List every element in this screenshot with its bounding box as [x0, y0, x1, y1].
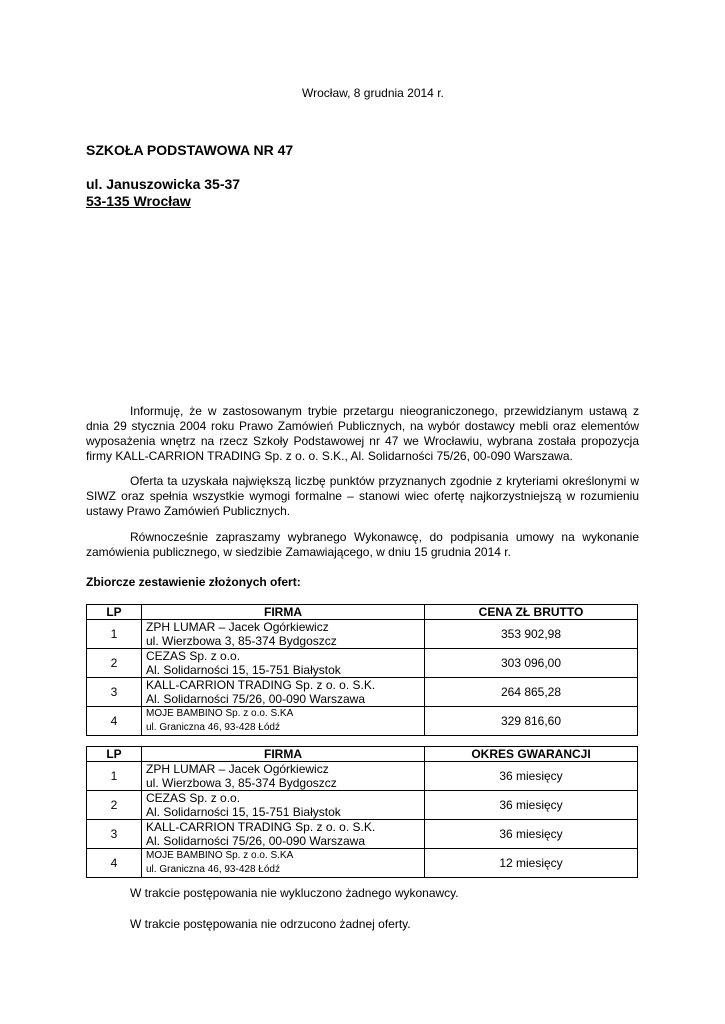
column-header-warranty: OKRES GWARANCJI [425, 747, 638, 762]
price-value: 264 865,28 [425, 678, 638, 707]
firm-address: Al. Solidarności 75/26, 00-090 Warszawa [146, 692, 365, 706]
table-header-row [87, 747, 638, 762]
firm-cell [142, 791, 425, 820]
firm-address: ul. Graniczna 46, 93-428 Łódź [146, 864, 280, 875]
column-header-price: CENA ZŁ BRUTTO [425, 605, 638, 620]
firm-cell [142, 820, 425, 849]
firm-address: ul. Wierzbowa 3, 85-374 Bydgoszcz [146, 634, 337, 648]
paragraph-invitation: Równocześnie zapraszamy wybranego Wykonawcę, do podpisania umowy na wykonanie zamówienia publicznego, w siedzibie Zamawiającego, w dniu 15 grudnia 2014 r. [86, 530, 639, 559]
note-no-exclusions: W trakcie postępowania nie wykluczono żadnego wykonawcy. [130, 886, 459, 900]
row-number: 1 [87, 620, 142, 649]
firm-address: ul. Wierzbowa 3, 85-374 Bydgoszcz [146, 776, 337, 790]
paragraph-decision: Informuję, że w zastosowanym trybie przetargu nieograniczonego, przewidzianym ustawą z dnia 29 stycznia 2004 roku Prawo Zamówień Publicznych, na wybór dostawcy mebli oraz elementów wyposażenia wnętrz na rzecz Szkoły Podstawowej nr 47 we Wrocławiu, wybrana została propozycja firmy KALL-CARRION TRADING Sp. z o. o. S.K., Al. Solidarności 75/26, 00-090 Warszawa. [86, 404, 639, 463]
recipient-name: SZKOŁA PODSTAWOWA NR 47 [86, 142, 294, 158]
firm-name: CEZAS Sp. z o.o. [146, 791, 241, 805]
firm-cell [142, 678, 425, 707]
column-header-lp: LP [87, 747, 142, 762]
column-header-lp: LP [87, 605, 142, 620]
firm-cell [142, 620, 425, 649]
row-number: 4 [87, 707, 142, 736]
firm-address: Al. Solidarności 15, 15-751 Białystok [146, 663, 341, 677]
table-row [87, 649, 638, 678]
price-value: 303 096,00 [425, 649, 638, 678]
firm-address: Al. Solidarności 75/26, 00-090 Warszawa [146, 834, 365, 848]
firm-address: Al. Solidarności 15, 15-751 Białystok [146, 805, 341, 819]
table-row [87, 849, 638, 878]
firm-cell [142, 762, 425, 791]
price-value: 329 816,60 [425, 707, 638, 736]
row-number: 3 [87, 678, 142, 707]
table-row [87, 762, 638, 791]
summary-heading: Zbiorcze zestawienie złożonych ofert: [86, 575, 301, 589]
row-number: 4 [87, 849, 142, 878]
firm-name: KALL-CARRION TRADING Sp. z o. o. S.K. [146, 678, 376, 692]
firm-name: MOJE BAMBINO Sp. z o.o. S.KA [146, 850, 294, 861]
paragraph-justification: Oferta ta uzyskała największą liczbę punktów przyznanych zgodnie z kryteriami określonymi w SIWZ oraz spełnia wszystkie wymogi formalne – stanowi wiec ofertę najkorzystniejszą w rozumieniu ustawy Prawo Zamówień Publicznych. [86, 474, 639, 518]
column-header-firm: FIRMA [142, 605, 425, 620]
firm-name: ZPH LUMAR – Jacek Ogórkiewicz [146, 620, 329, 634]
firm-cell [142, 849, 425, 878]
firm-name: MOJE BAMBINO Sp. z o.o. S.KA [146, 708, 294, 719]
table-row [87, 791, 638, 820]
warranty-value: 36 miesięcy [425, 820, 638, 849]
table-header-row [87, 605, 638, 620]
note-no-rejections: W trakcie postępowania nie odrzucono żadnej oferty. [130, 917, 411, 931]
table-row [87, 678, 638, 707]
firm-address: ul. Graniczna 46, 93-428 Łódź [146, 722, 280, 733]
column-header-firm: FIRMA [142, 747, 425, 762]
warranty-value: 36 miesięcy [425, 762, 638, 791]
price-table [86, 604, 638, 736]
firm-name: KALL-CARRION TRADING Sp. z o. o. S.K. [146, 820, 376, 834]
warranty-value: 12 miesięcy [425, 849, 638, 878]
row-number: 3 [87, 820, 142, 849]
table-row [87, 707, 638, 736]
price-value: 353 902,98 [425, 620, 638, 649]
firm-cell [142, 649, 425, 678]
firm-name: CEZAS Sp. z o.o. [146, 649, 241, 663]
recipient-street: ul. Januszowicka 35-37 [86, 176, 241, 192]
row-number: 2 [87, 791, 142, 820]
warranty-table [86, 746, 638, 878]
recipient-city: 53-135 Wrocław [86, 193, 191, 209]
row-number: 2 [87, 649, 142, 678]
warranty-value: 36 miesięcy [425, 791, 638, 820]
row-number: 1 [87, 762, 142, 791]
table-row [87, 820, 638, 849]
table-row [87, 620, 638, 649]
document-date: Wrocław, 8 grudnia 2014 r. [302, 86, 444, 100]
firm-cell [142, 707, 425, 736]
firm-name: ZPH LUMAR – Jacek Ogórkiewicz [146, 762, 329, 776]
